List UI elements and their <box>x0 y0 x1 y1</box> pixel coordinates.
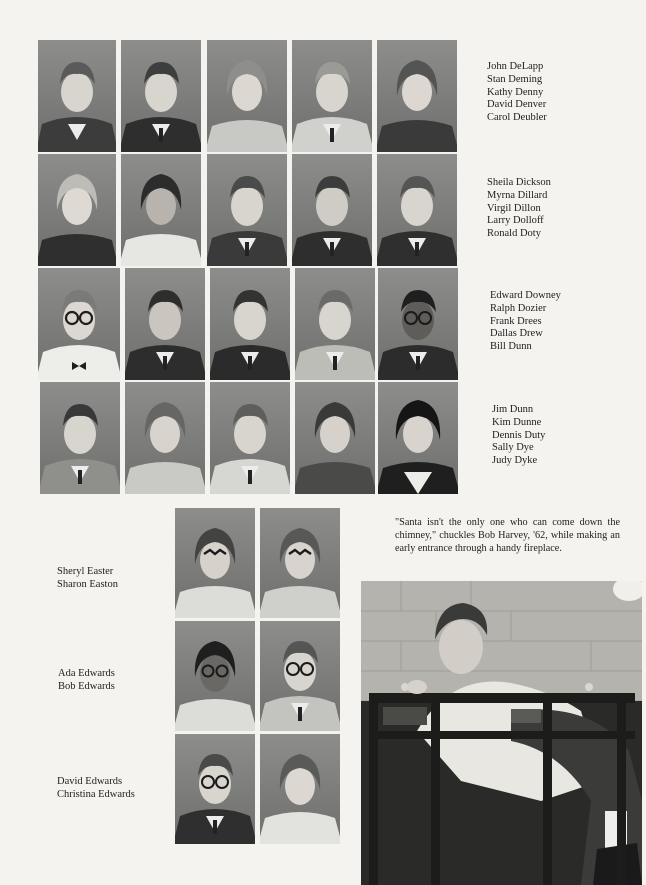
name-list <box>57 776 135 802</box>
portrait-photo <box>295 268 375 380</box>
portrait-photo <box>175 734 255 844</box>
student-name: Larry Dolloff <box>487 215 544 227</box>
student-name: Sheryl Easter <box>57 566 114 577</box>
portrait-photo <box>121 40 201 152</box>
student-name: Christina Edwards <box>57 788 135 800</box>
portrait-photo <box>38 40 116 152</box>
student-name: Judy Dyke <box>492 455 538 467</box>
student-name: Bob Edwards <box>58 680 115 692</box>
portrait-photo <box>377 154 457 266</box>
student-name: Dallas Drew <box>490 328 543 340</box>
name-list <box>487 177 551 241</box>
portrait-photo <box>40 382 120 494</box>
student-name: Ronald Doty <box>487 228 541 240</box>
student-name: Carol Deubler <box>487 112 547 124</box>
portrait-photo <box>260 621 340 731</box>
name-list <box>487 61 547 125</box>
student-name: Virgil Dillon <box>487 202 541 214</box>
portrait-photo <box>377 40 457 152</box>
portrait-photo <box>38 268 120 380</box>
portrait-photo <box>295 382 375 494</box>
portrait-photo <box>175 508 255 618</box>
portrait-photo <box>125 382 205 494</box>
student-name: Sheila Dickson <box>487 177 551 188</box>
portrait-photo <box>38 154 116 266</box>
student-name: Dennis Duty <box>492 429 546 441</box>
student-name: Ada Edwards <box>58 668 115 679</box>
name-list <box>57 566 118 592</box>
portrait-photo <box>175 621 255 731</box>
student-name: John DeLapp <box>487 61 544 72</box>
student-name: Kim Dunne <box>492 416 542 428</box>
name-list <box>58 668 115 694</box>
student-name: Myrna Dillard <box>487 189 548 201</box>
student-name: David Edwards <box>57 776 123 787</box>
student-name: Bill Dunn <box>490 341 532 353</box>
portrait-photo <box>260 734 340 844</box>
portrait-photo <box>207 154 287 266</box>
portrait-photo <box>210 382 290 494</box>
portrait-photo <box>260 508 340 618</box>
student-name: Sally Dye <box>492 442 534 454</box>
portrait-photo <box>210 268 290 380</box>
photo-caption: "Santa isn't the only one who can come down the chimney," chuckles Bob Harvey, '62, while making an early entrance through a handy fireplace. <box>395 517 620 554</box>
student-name: Edward Downey <box>490 290 561 301</box>
portrait-photo <box>207 40 287 152</box>
portrait-photo <box>121 154 201 266</box>
portrait-photo <box>378 268 458 380</box>
portrait-photo <box>378 382 458 494</box>
student-name: Stan Deming <box>487 73 543 85</box>
student-name: Jim Dunn <box>492 404 534 415</box>
student-name: Ralph Dozier <box>490 302 547 314</box>
candid-photo <box>361 581 642 885</box>
name-list <box>492 404 545 468</box>
portrait-photo <box>292 154 372 266</box>
student-name: David Denver <box>487 99 547 111</box>
student-name: Sharon Easton <box>57 578 118 590</box>
name-list <box>490 290 561 354</box>
student-name: Kathy Denny <box>487 86 544 98</box>
student-name: Frank Drees <box>490 315 542 327</box>
portrait-photo <box>125 268 205 380</box>
portrait-photo <box>292 40 372 152</box>
